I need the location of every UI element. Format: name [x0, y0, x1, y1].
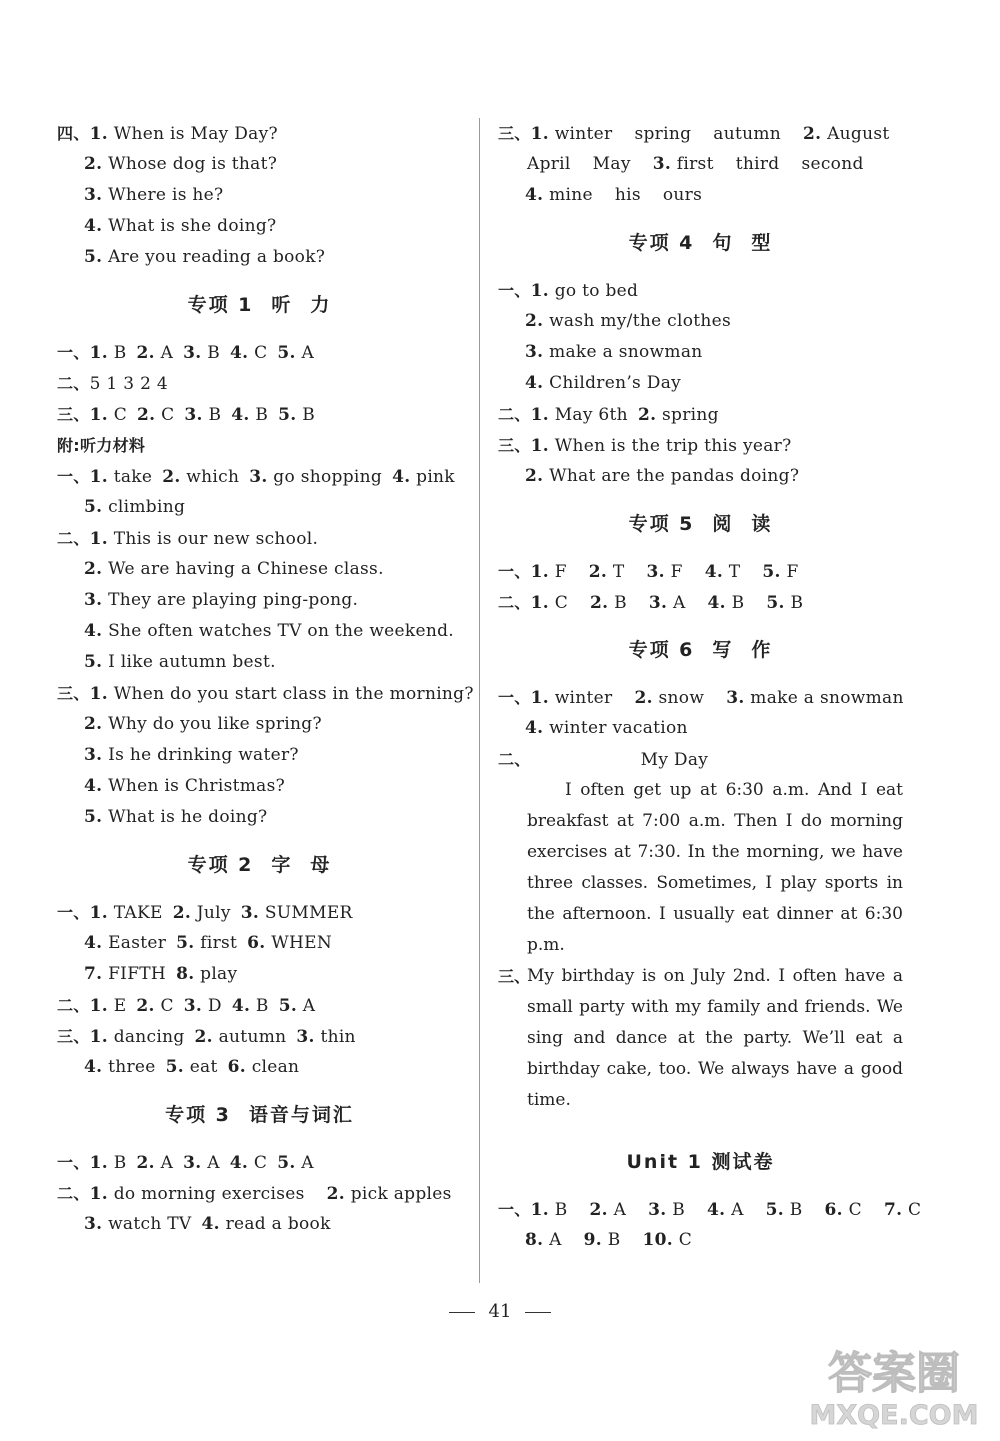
section-title-writing: 专项 6 写 作 [628, 639, 773, 661]
material-row-1-cont: 5. climbing [84, 497, 186, 517]
watermark-bottom-text: MXQE.COM [809, 1400, 979, 1431]
s3-row-3: 4. mine his ours [525, 185, 703, 205]
zx1-row-2: 二、5 1 3 2 4 [57, 374, 169, 394]
material-row-1: 一、1. take 2. which 3. go shopping 4. pink [57, 467, 455, 487]
section-title-sentences: 专项 4 句 型 [628, 232, 773, 254]
zx4-row-3-item-2: 2. What are the pandas doing? [525, 466, 800, 486]
zx2-row-1-cont-a: 4. Easter 5. first 6. WHEN [84, 933, 333, 953]
zx5-row-1: 一、1. F 2. T 3. F 4. T 5. F [498, 562, 799, 582]
unit1-row-1-cont: 8. A 9. B 10. C [525, 1230, 693, 1250]
zx3-row-1: 一、1. B 2. A 3. A 4. C 5. A [57, 1153, 314, 1173]
material-2-item-3: 3. They are playing ping-pong. [84, 590, 359, 610]
zx4-item-2: 2. wash my/the clothes [525, 311, 731, 331]
material-3-item-5: 5. What is he doing? [84, 807, 268, 827]
zx2-row-1-cont-b: 7. FIFTH 8. play [84, 964, 238, 984]
zx4-item-1: 一、1. go to bed [498, 281, 639, 301]
zx4-item-4: 4. Children’s Day [525, 373, 682, 393]
watermark-top-text: 答案圈 [828, 1348, 960, 1399]
zx4-item-3: 3. make a snowman [525, 342, 703, 362]
zx4-row-2: 二、1. May 6th 2. spring [498, 405, 719, 425]
zx1-row-1: 一、1. B 2. A 3. B 4. C 5. A [57, 343, 315, 363]
section-title-letters: 专项 2 字 母 [187, 854, 332, 876]
zx5-row-2: 二、1. C 2. B 3. A 4. B 5. B [498, 593, 804, 613]
s4-item-5: 5. Are you reading a book? [84, 247, 326, 267]
s3-row-1: 三、1. winter spring autumn 2. August [498, 124, 890, 144]
left-column [57, 118, 474, 1240]
material-2-item-5: 5. I like autumn best. [84, 652, 276, 672]
s3-row-2: April May 3. first third second [527, 154, 864, 174]
birthday-paragraph: My birthday is on July 2nd. I often have a small party with my family and friends. We sing and dance at the party. We’ll eat a birthday cake, too. We always have a good time. [527, 966, 903, 1110]
listening-material-heading: 附:听力材料 [57, 436, 146, 455]
material-3-item-3: 3. Is he drinking water? [84, 745, 299, 765]
s4-item-4: 4. What is she doing? [84, 216, 277, 236]
zx2-row-1: 一、1. TAKE 2. July 3. SUMMER [57, 903, 353, 923]
essay-body: I often get up at 6:30 a.m. And I eat breakfast at 7:00 a.m. Then I do morning exercises at 7:30. In the morning, we have three classes. Sometimes, I play sports in the afternoon. I usually eat dinner at 6:30 p.m. [527, 780, 903, 955]
section-title-phonics-vocab: 专项 3 语音与词汇 [165, 1104, 354, 1126]
zx6-row-1: 一、1. winter 2. snow 3. make a snowman [498, 688, 904, 708]
zx2-row-3: 三、1. dancing 2. autumn 3. thin [57, 1027, 356, 1047]
page-number: 41 [0, 1301, 1000, 1322]
section-title-unit1-test: Unit 1 测试卷 [626, 1151, 775, 1173]
zx6-row-3: 三、 My birthday is on July 2nd. I often have a small party with my family and friends. We sing and dance at the party. We’ll eat a birthday cake, too. We always have a good time. [498, 966, 903, 1110]
zx3-row-2: 二、1. do morning exercises 2. pick apples [57, 1184, 452, 1204]
unit1-row-1: 一、1. B 2. A 3. B 4. A 5. B 6. C 7. C [498, 1200, 922, 1220]
section-title-reading: 专项 5 阅 读 [628, 513, 773, 535]
material-2-item-2: 2. We are having a Chinese class. [84, 559, 384, 579]
material-3-item-4: 4. When is Christmas? [84, 776, 286, 796]
s4-item-3: 3. Where is he? [84, 185, 224, 205]
zx6-row-1-cont: 4. winter vacation [525, 718, 688, 738]
zx6-essay-title-row: 二、 My Day [498, 750, 709, 770]
zx4-row-3-item-1: 三、1. When is the trip this year? [498, 436, 792, 456]
material-3-item-1: 三、1. When do you start class in the morning? [57, 684, 474, 704]
zx3-row-2-cont: 3. watch TV 4. read a book [84, 1214, 331, 1234]
material-3-item-2: 2. Why do you like spring? [84, 714, 322, 734]
section-title-listening: 专项 1 听 力 [187, 294, 332, 316]
zx2-row-2: 二、1. E 2. C 3. D 4. B 5. A [57, 996, 316, 1016]
material-2-item-4: 4. She often watches TV on the weekend. [84, 621, 455, 641]
column-divider [479, 118, 480, 1283]
right-column [498, 118, 922, 1256]
watermark-logo [797, 1338, 992, 1433]
s4-item-1: 四、1. When is May Day? [57, 124, 278, 144]
essay-title: My Day [640, 750, 709, 770]
zx2-row-3-cont: 4. three 5. eat 6. clean [84, 1057, 300, 1077]
s4-item-2: 2. Whose dog is that? [84, 154, 278, 174]
zx1-row-3: 三、1. C 2. C 3. B 4. B 5. B [57, 405, 316, 425]
material-2-item-1: 二、1. This is our new school. [57, 529, 319, 549]
